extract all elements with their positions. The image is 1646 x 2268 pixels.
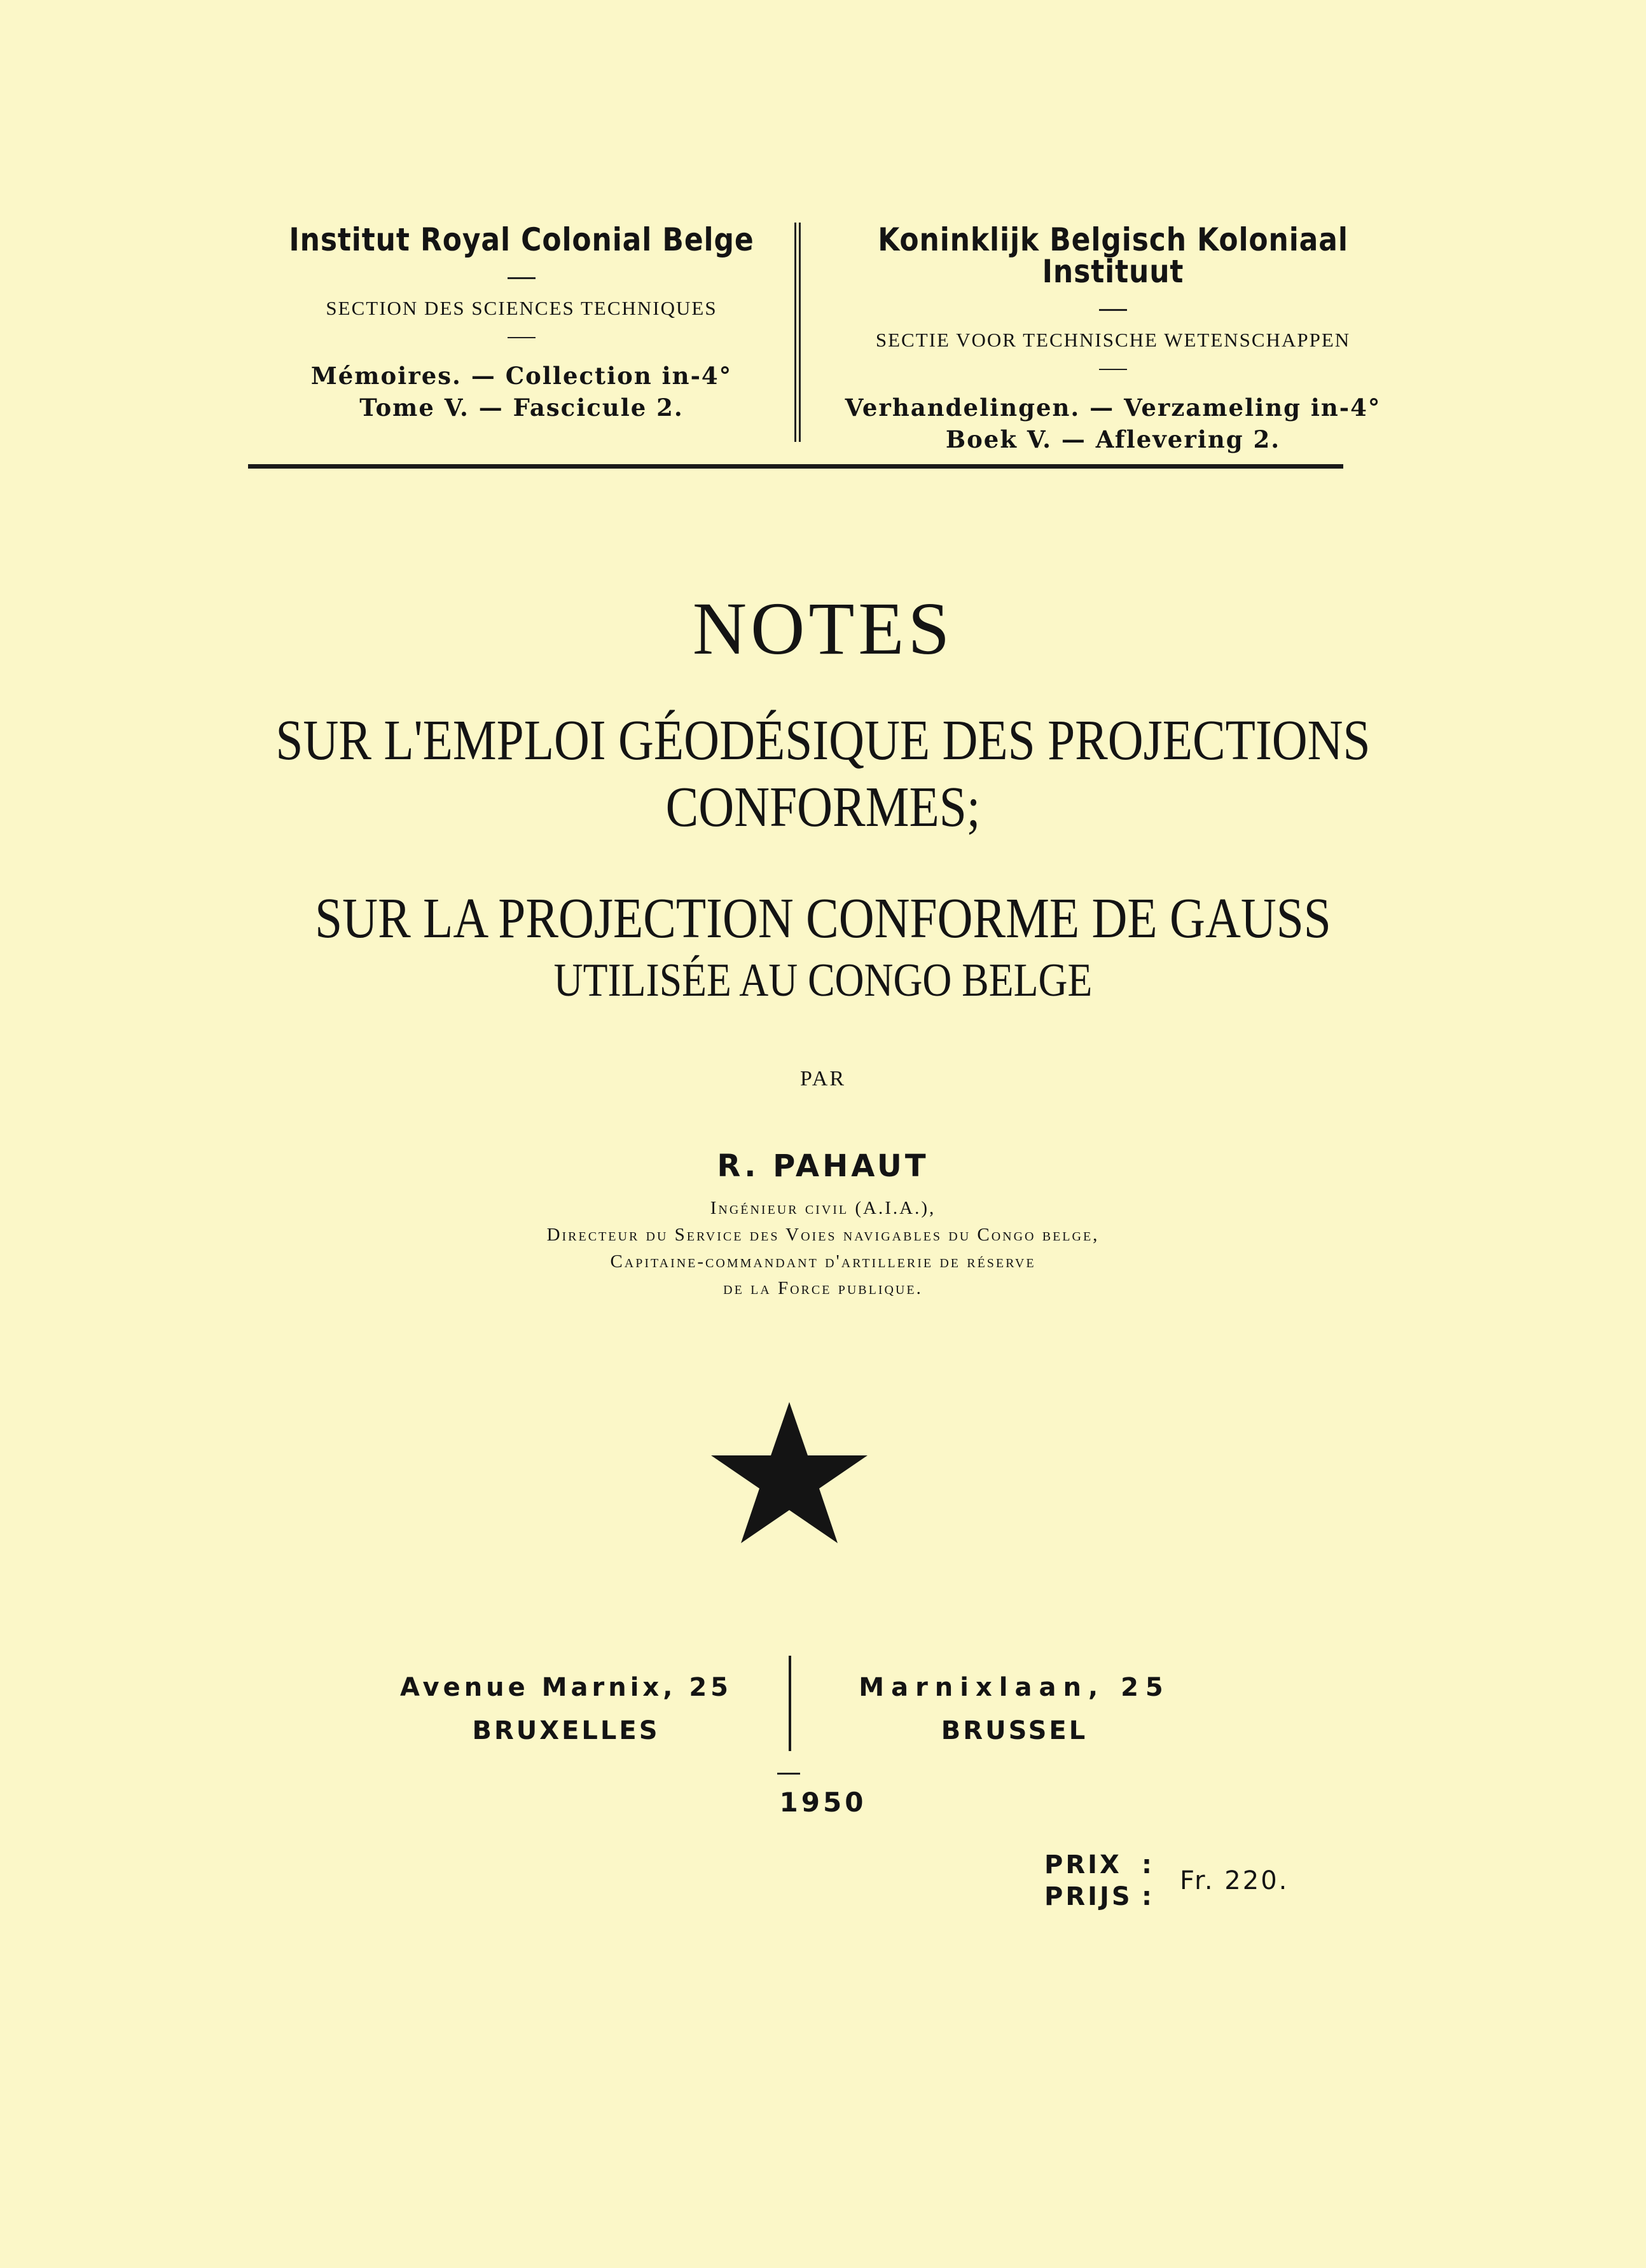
address-right (792, 1666, 1237, 1752)
institute-name-fr: Institut Royal Colonial Belge (289, 221, 754, 258)
title-line-2: CONFORMES; (665, 776, 981, 839)
address-city-nl: BRUSSEL (941, 1716, 1088, 1745)
header-rule (248, 464, 1343, 469)
divider-dash (508, 337, 536, 338)
address-street-fr: Avenue Marnix, 25 (399, 1673, 733, 1702)
price-colon: : (1142, 1882, 1152, 1911)
price-colon: : (1142, 1850, 1152, 1880)
divider-dash (1099, 369, 1127, 370)
collection-line-fr: Mémoires. — Collection in-4° (310, 362, 733, 390)
title-line-4: UTILISÉE AU CONGO BELGE (553, 954, 1093, 1007)
star-icon (711, 1402, 868, 1543)
address-left (343, 1666, 789, 1752)
header-left (242, 216, 801, 423)
price-colons (1142, 1849, 1152, 1913)
divider-dash (777, 1773, 800, 1775)
title-main: NOTES (692, 587, 954, 670)
price-label-fr: PRIX (1044, 1850, 1122, 1880)
volume-line-fr: Tome V. — Fascicule 2. (359, 394, 684, 422)
price-labels (1044, 1849, 1133, 1913)
address-divider (789, 1656, 791, 1751)
header-right (801, 216, 1425, 455)
header-column-divider (794, 223, 801, 442)
volume-line-nl: Boek V. — Aflevering 2. (945, 425, 1281, 453)
author-credential: Directeur du Service des Voies navigables du Congo belge, (546, 1225, 1100, 1245)
publication-year: 1950 (779, 1787, 867, 1818)
title-line-3: SUR LA PROJECTION CONFORME DE GAUSS (315, 887, 1331, 950)
section-name-nl: SECTIE VOOR TECHNISCHE WETENSCHAPPEN (875, 329, 1351, 351)
address-street-nl: Marnixlaan, 25 (859, 1673, 1170, 1702)
address-city-fr: BRUXELLES (472, 1716, 660, 1745)
author-credential: Ingénieur civil (A.I.A.), (710, 1198, 936, 1218)
section-name-fr: SECTION DES SCIENCES TECHNIQUES (326, 297, 717, 319)
price-value: Fr. 220. (1180, 1866, 1289, 1895)
title-line-1: SUR L'EMPLOI GÉODÉSIQUE DES PROJECTIONS (275, 709, 1371, 772)
institute-name-nl: Koninklijk Belgisch Koloniaal Instituut (878, 221, 1348, 290)
author-credential: Capitaine-commandant d'artillerie de réserve (610, 1251, 1036, 1272)
by-label: PAR (799, 1067, 847, 1090)
price-label-nl: PRIJS (1044, 1882, 1133, 1911)
divider-dash (508, 277, 536, 279)
author-name: R. PAHAUT (717, 1148, 929, 1184)
author-credential: de la Force publique. (723, 1278, 923, 1298)
divider-dash (1099, 309, 1127, 311)
collection-line-nl: Verhandelingen. — Verzameling in-4° (845, 394, 1381, 422)
